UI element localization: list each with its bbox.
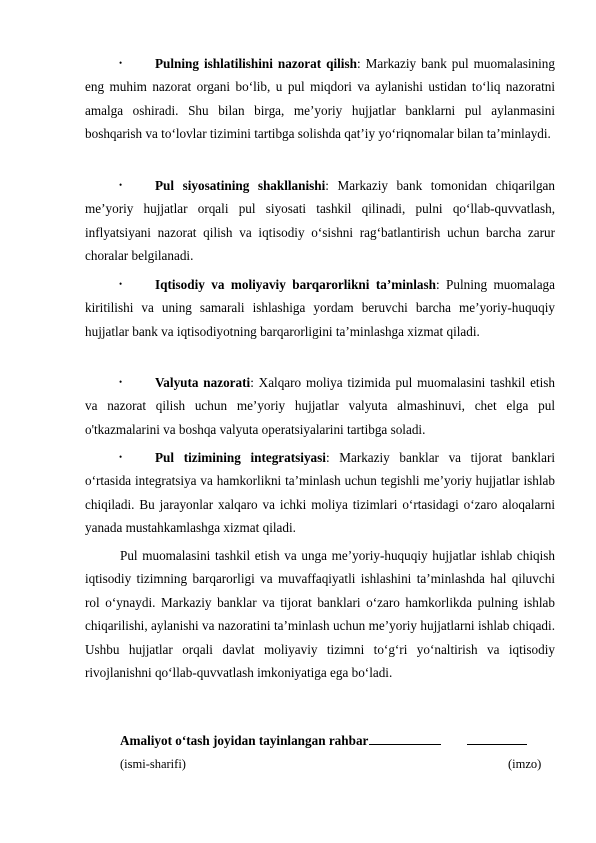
signature-line bbox=[120, 733, 527, 749]
list-item bbox=[85, 174, 555, 268]
bullet-icon: • bbox=[119, 58, 123, 68]
signature-blank bbox=[467, 733, 527, 745]
list-item-text: : Markaziy banklar va tijorat banklari o‘rtasida integratsiya va hamkorlikni ta’minlash uchun tegishli me’yoriy hujjatlar ishlab chiqiladi. Bu jarayonlar xalqaro va ichki moliya tizimlari o‘rtasidagi o‘zaro aloqalarni yanada mustahkamlashga xizmat qiladi. bbox=[85, 450, 556, 536]
list-item-term: Pul tizimining integratsiyasi bbox=[155, 450, 326, 465]
bullet-icon: • bbox=[119, 279, 123, 289]
list-item-term: Valyuta nazorati bbox=[155, 375, 251, 390]
list-item-text: : Pulning muomalaga kiritilishi va uning samarali ishlashiga yordam beruvchi barcha me’yoriy-huquqiy hujjatlar bank va iqtisodiyotning barqarorligini ta’minlashga xizmat qiladi. bbox=[85, 277, 555, 339]
list-item bbox=[85, 273, 555, 343]
bullet-icon: • bbox=[119, 180, 123, 190]
conclusion-paragraph: Pul muomalasini tashkil etish va unga me’yoriy-huquqiy hujjatlar ishlab chiqish iqtisodiy tizimning barqarorligi va muvaffaqiyatli ishlashini ta’minlashda hal qiluvchi rol o‘ynaydi. Markaziy banklar va tijorat banklari o‘zaro hamkorlikda pulning ishlab chiqarilishi, aylanishi va nazoratini ta’minlash uchun me’yoriy hujjatlarni ishlab chiqadi. Ushbu hujjatlar orqali davlat moliyaviy tizimni to‘g‘ri yo‘naltirish va iqtisodiy rivojlanishni qo‘llab-quvvatlash imkoniyatiga ega bo‘ladi. bbox=[85, 548, 555, 681]
name-blank bbox=[369, 733, 441, 745]
list-item-term: Pul siyosatining shakllanishi bbox=[155, 178, 326, 193]
signature-label: Amaliyot o‘tash joyidan tayinlangan rahbar bbox=[120, 733, 369, 748]
list-item bbox=[85, 52, 555, 146]
list-item-text: : Xalqaro moliya tizimida pul muomalasini tashkil etish va nazorat qilish uchun me’yoriy hujjatlar valyuta almashinuvi, chet elga pul o'tkazmalarini va boshqa valyuta operatsiyalarini tartibga soladi. bbox=[85, 375, 555, 437]
list-item bbox=[85, 371, 555, 441]
list-item-text: : Markaziy bank pul muomalasining eng muhim nazorat organi bo‘lib, u pul miqdori va aylanishi ustidan to‘liq nazoratni amalga oshiradi. Shu bilan birga, me’yoriy hujjatlar banklarni pul aylanmasini boshqarish va to‘lovlar tizimini tartibga solishda qat’iy yo‘riqnomalar bilan ta’minlaydi. bbox=[85, 56, 555, 142]
list-item-text: : Markaziy bank tomonidan chiqarilgan me’yoriy hujjatlar orqali pul siyosati tashkil qilinadi, pulni qo‘llab-quvvatlash, inflyatsiyani nazorat qilish va iqtisodiy o‘sishni rag‘batlantirish uchun barcha zarur choralar belgilanadi. bbox=[85, 178, 555, 264]
list-item-term: Iqtisodiy va moliyaviy barqarorlikni ta’minlash bbox=[155, 277, 436, 292]
name-caption: (ismi-sharifi) bbox=[120, 757, 186, 771]
list-item bbox=[85, 446, 555, 540]
sign-caption: (imzo) bbox=[508, 757, 542, 771]
bullet-icon: • bbox=[119, 377, 123, 387]
list-item-term: Pulning ishlatilishini nazorat qilish bbox=[155, 56, 357, 71]
bullet-icon: • bbox=[119, 452, 123, 462]
